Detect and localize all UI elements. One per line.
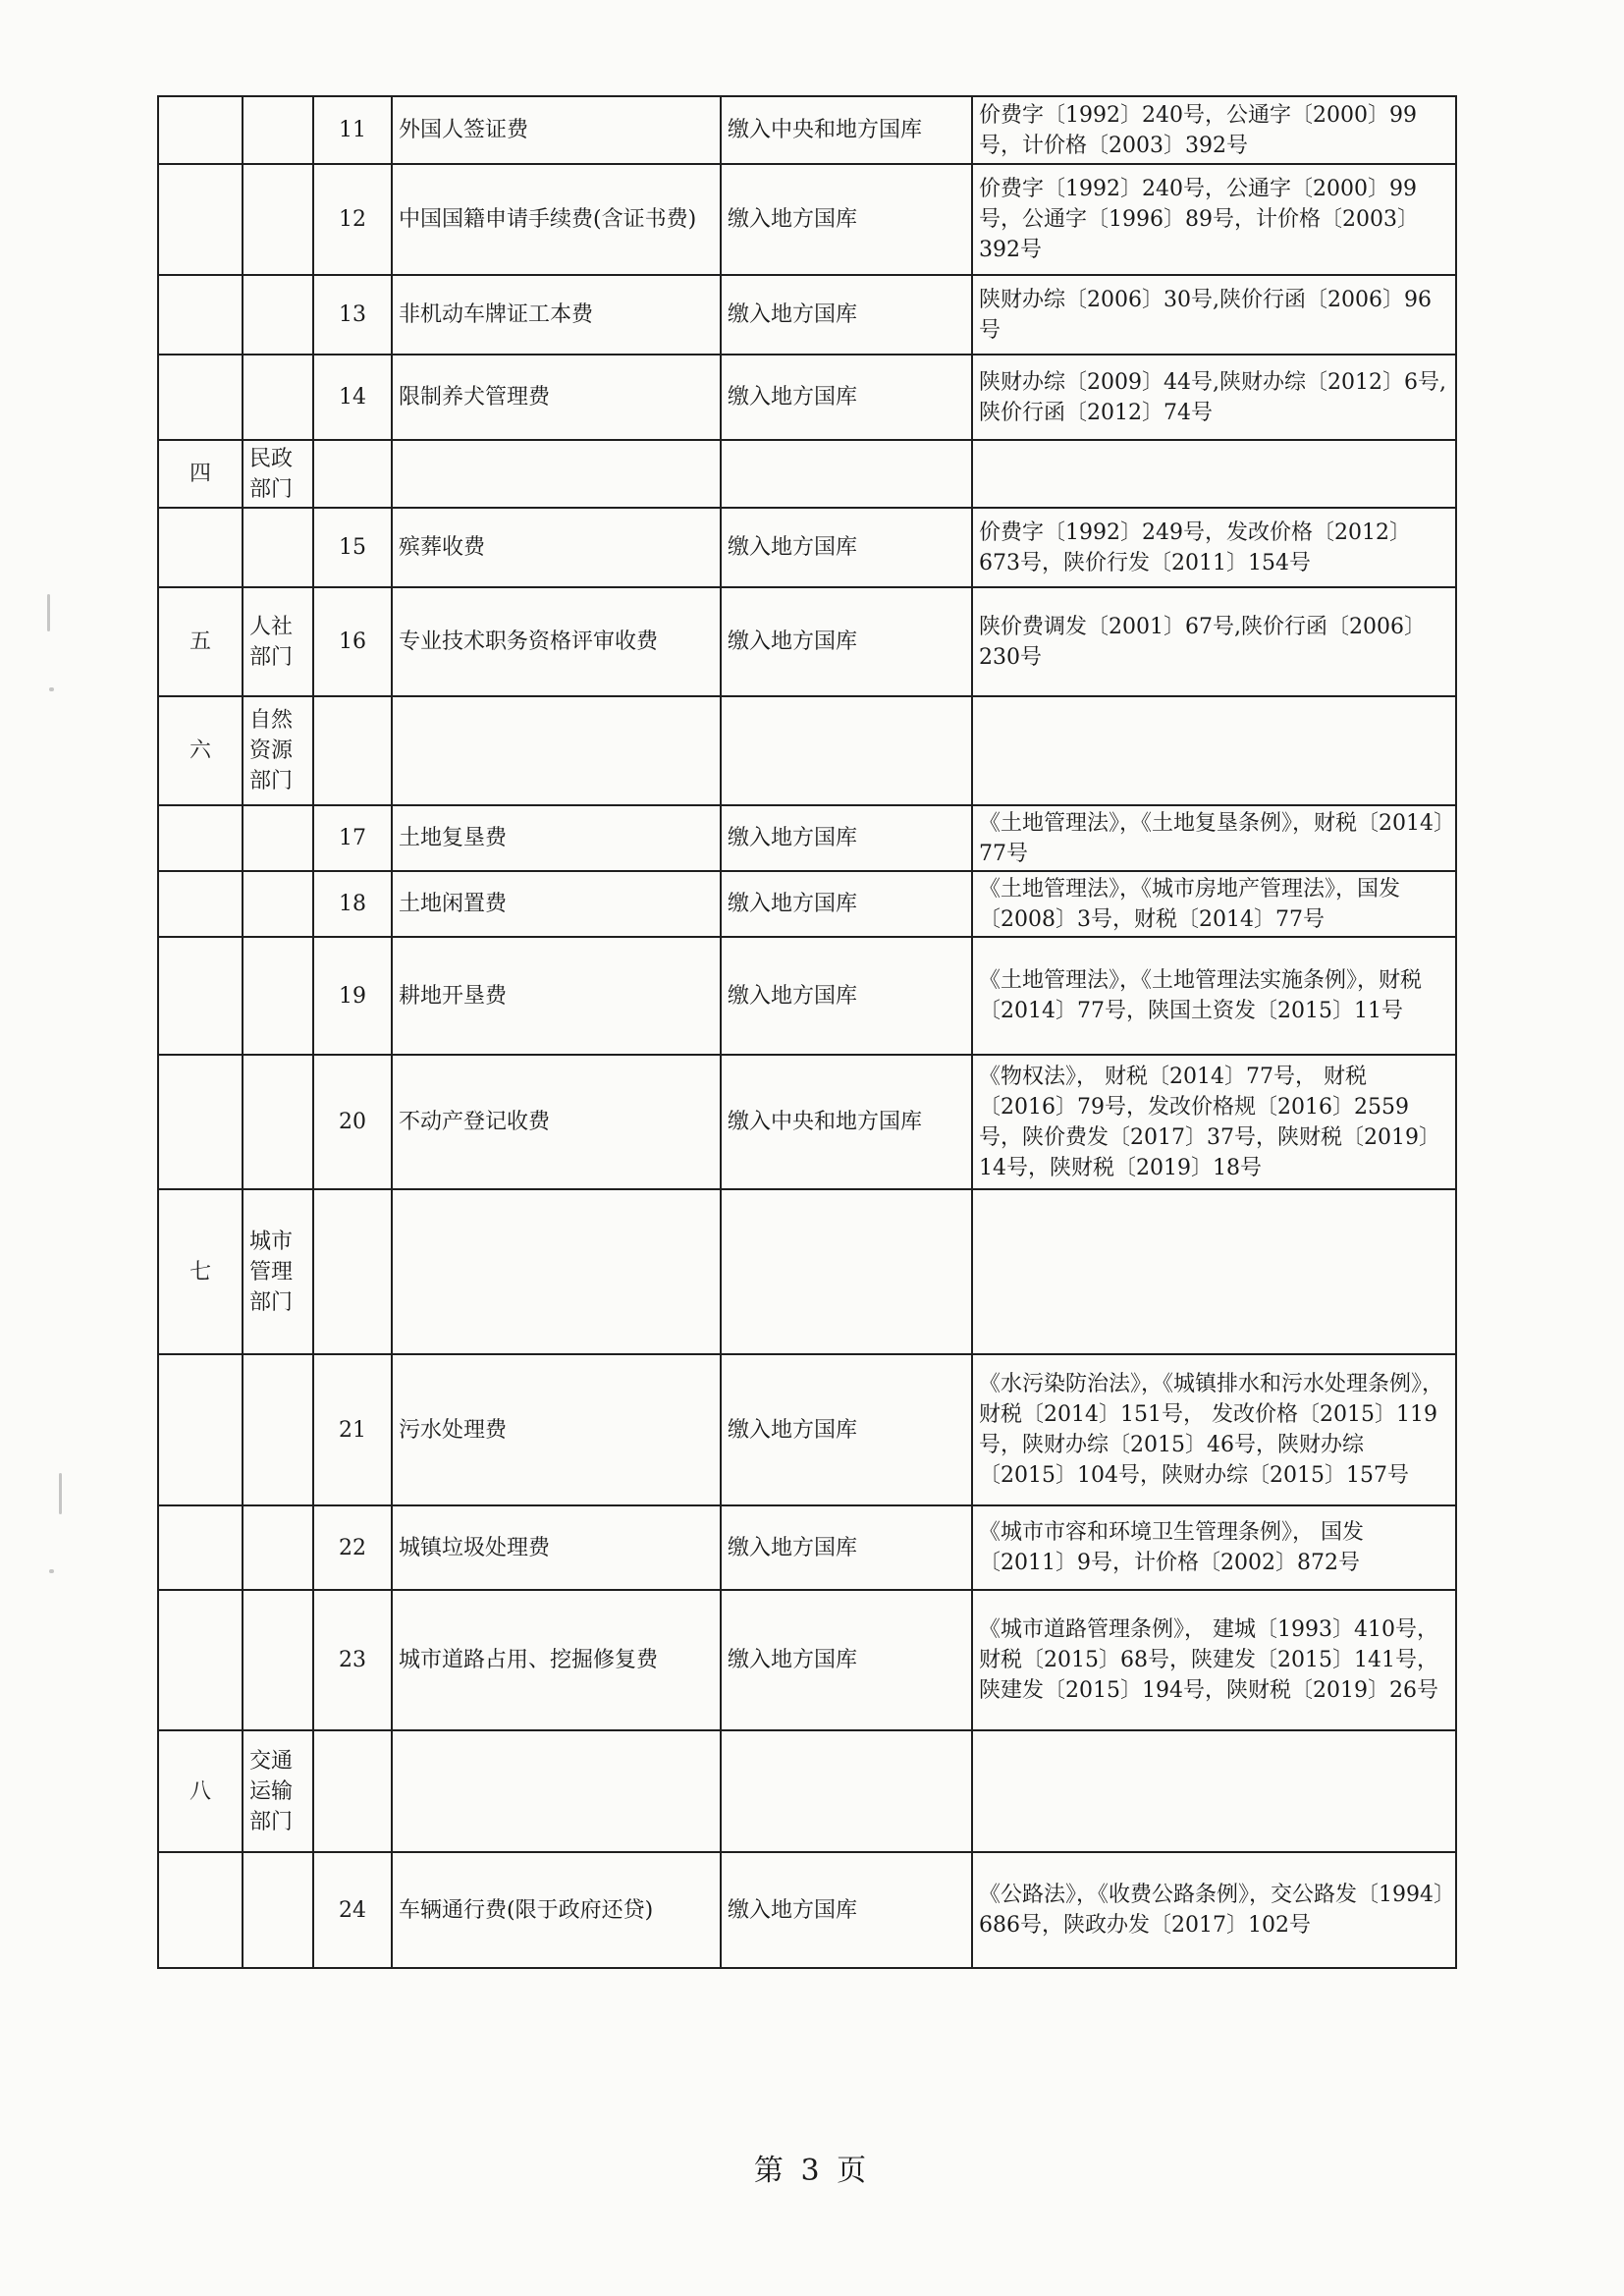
legal-basis-text: 陕价费调发〔2001〕67号,陕价行函〔2006〕230号 xyxy=(979,614,1426,670)
category-cell xyxy=(158,275,243,355)
item-number-cell xyxy=(313,1505,392,1590)
department-text: 民政部门 xyxy=(249,446,294,502)
legal-basis-text: 《水污染防治法》，《城镇排水和污水处理条例》， 财税〔2014〕151号， 发改价格〔2015〕119号，陕财办综〔2015〕46号，陕财办综〔2015〕104号，陕财办综〔2015〕157号 xyxy=(979,1372,1444,1488)
fund-destination-text: 缴入地方国库 xyxy=(728,1535,858,1560)
fund-destination-text: 缴入地方国库 xyxy=(728,1417,858,1443)
department-cell xyxy=(243,1505,313,1590)
table-row xyxy=(158,164,1456,275)
table-row xyxy=(158,275,1456,355)
table-row xyxy=(158,1055,1456,1189)
table-row xyxy=(158,1852,1456,1968)
fund-destination-text: 缴入地方国库 xyxy=(728,207,858,232)
department-cell xyxy=(243,1852,313,1968)
table-row xyxy=(158,1354,1456,1505)
legal-basis-text: 《土地管理法》，《土地管理法实施条例》，财税〔2014〕77号，陕国土资发〔2015〕11号 xyxy=(979,968,1423,1023)
department-cell xyxy=(243,1055,313,1189)
department-text: 城市管理部门 xyxy=(249,1229,294,1315)
table-row xyxy=(158,587,1456,696)
item-number-cell xyxy=(313,805,392,871)
fund-destination-text: 缴入地方国库 xyxy=(728,535,858,560)
category-cell xyxy=(158,1354,243,1505)
legal-basis-cell xyxy=(972,1055,1456,1189)
item-number-text: 15 xyxy=(339,535,366,560)
fund-destination-text: 缴入地方国库 xyxy=(728,1648,858,1672)
item-number-cell xyxy=(313,1730,392,1852)
fund-destination-text: 缴入中央和地方国库 xyxy=(728,118,923,142)
scan-mark xyxy=(47,594,50,631)
department-cell xyxy=(243,1590,313,1730)
item-number-text: 16 xyxy=(339,629,366,654)
fee-name-text: 专业技术职务资格评审收费 xyxy=(399,629,659,654)
fund-destination-cell xyxy=(721,1354,972,1505)
legal-basis-cell xyxy=(972,805,1456,871)
scan-mark xyxy=(49,687,54,691)
item-number-cell xyxy=(313,1852,392,1968)
legal-basis-cell xyxy=(972,1189,1456,1354)
category-cell xyxy=(158,587,243,696)
fee-name-cell xyxy=(392,440,721,508)
category-cell xyxy=(158,871,243,937)
fee-name-cell xyxy=(392,1852,721,1968)
scan-mark xyxy=(49,1569,54,1573)
item-number-text: 14 xyxy=(339,385,366,410)
fund-destination-cell xyxy=(721,1505,972,1590)
category-cell xyxy=(158,1730,243,1852)
fund-destination-cell xyxy=(721,440,972,508)
item-number-text: 11 xyxy=(339,118,366,142)
fund-destination-cell xyxy=(721,96,972,164)
fund-destination-text: 缴入地方国库 xyxy=(728,826,858,850)
fee-name-text: 不动产登记收费 xyxy=(399,1110,551,1134)
fee-name-cell xyxy=(392,1590,721,1730)
fee-name-cell xyxy=(392,275,721,355)
item-number-text: 12 xyxy=(339,207,366,232)
category-cell xyxy=(158,805,243,871)
table-row xyxy=(158,96,1456,164)
legal-basis-text: 《土地管理法》，《土地复垦条例》，财税〔2014〕77号 xyxy=(979,810,1444,866)
legal-basis-text: 《公路法》，《收费公路条例》，交公路发〔1994〕686号，陕政办发〔2017〕102号 xyxy=(979,1883,1444,1938)
item-number-text: 24 xyxy=(339,1897,366,1923)
item-number-cell xyxy=(313,1189,392,1354)
fee-name-cell xyxy=(392,805,721,871)
category-cell xyxy=(158,355,243,440)
legal-basis-cell xyxy=(972,275,1456,355)
fund-destination-cell xyxy=(721,164,972,275)
fund-destination-cell xyxy=(721,1730,972,1852)
fee-name-text: 中国国籍申请手续费(含证书费) xyxy=(399,207,697,232)
fee-name-text: 土地闲置费 xyxy=(399,892,508,916)
fee-name-cell xyxy=(392,96,721,164)
legal-basis-text: 价费字〔1992〕240号，公通字〔2000〕99号，公通字〔1996〕89号，计价格〔2003〕392号 xyxy=(979,177,1419,262)
item-number-cell xyxy=(313,1055,392,1189)
table-row xyxy=(158,696,1456,805)
category-cell xyxy=(158,1055,243,1189)
item-number-cell xyxy=(313,164,392,275)
item-number-cell xyxy=(313,696,392,805)
item-number-text: 19 xyxy=(339,983,366,1009)
department-cell xyxy=(243,937,313,1055)
fee-name-text: 耕地开垦费 xyxy=(399,983,508,1009)
category-text: 八 xyxy=(189,1778,211,1804)
department-text: 人社部门 xyxy=(249,614,294,670)
legal-basis-cell xyxy=(972,508,1456,587)
table-row xyxy=(158,937,1456,1055)
table-row xyxy=(158,871,1456,937)
department-text: 交通运输部门 xyxy=(249,1748,294,1834)
table-row xyxy=(158,805,1456,871)
item-number-cell xyxy=(313,1590,392,1730)
fee-name-text: 土地复垦费 xyxy=(399,826,508,850)
fee-name-text: 殡葬收费 xyxy=(399,535,486,560)
fund-destination-text: 缴入地方国库 xyxy=(728,1897,858,1923)
fund-destination-text: 缴入地方国库 xyxy=(728,385,858,410)
item-number-cell xyxy=(313,508,392,587)
scan-mark xyxy=(59,1473,62,1514)
legal-basis-text: 价费字〔1992〕249号，发改价格〔2012〕673号，陕价行发〔2011〕154号 xyxy=(979,519,1411,575)
fee-name-text: 车辆通行费(限于政府还贷) xyxy=(399,1897,654,1923)
fund-destination-cell xyxy=(721,1590,972,1730)
item-number-text: 23 xyxy=(339,1648,366,1672)
fund-destination-cell xyxy=(721,1189,972,1354)
legal-basis-cell xyxy=(972,1354,1456,1505)
department-cell xyxy=(243,696,313,805)
fund-destination-text: 缴入地方国库 xyxy=(728,983,858,1009)
category-cell xyxy=(158,1505,243,1590)
fee-name-cell xyxy=(392,164,721,275)
category-text: 四 xyxy=(189,462,211,486)
category-cell xyxy=(158,1189,243,1354)
fee-name-cell xyxy=(392,937,721,1055)
department-cell xyxy=(243,805,313,871)
legal-basis-cell xyxy=(972,96,1456,164)
fund-destination-cell xyxy=(721,1055,972,1189)
item-number-text: 17 xyxy=(339,826,366,850)
department-cell xyxy=(243,508,313,587)
department-cell xyxy=(243,164,313,275)
legal-basis-text: 价费字〔1992〕240号，公通字〔2000〕99号，计价格〔2003〕392号 xyxy=(979,102,1417,158)
fund-destination-cell xyxy=(721,696,972,805)
department-cell xyxy=(243,1189,313,1354)
department-cell xyxy=(243,1354,313,1505)
fee-name-text: 城市道路占用、挖掘修复费 xyxy=(399,1648,659,1672)
fee-name-cell xyxy=(392,696,721,805)
category-cell xyxy=(158,1590,243,1730)
fee-name-cell xyxy=(392,587,721,696)
item-number-cell xyxy=(313,96,392,164)
item-number-cell xyxy=(313,355,392,440)
category-text: 六 xyxy=(189,738,211,763)
fee-name-cell xyxy=(392,1730,721,1852)
item-number-cell xyxy=(313,275,392,355)
fund-destination-text: 缴入中央和地方国库 xyxy=(728,1110,923,1134)
department-cell xyxy=(243,440,313,508)
department-cell xyxy=(243,871,313,937)
department-cell xyxy=(243,587,313,696)
fee-name-cell xyxy=(392,1055,721,1189)
fund-destination-cell xyxy=(721,805,972,871)
item-number-text: 18 xyxy=(339,892,366,916)
fee-name-cell xyxy=(392,1505,721,1590)
fee-name-cell xyxy=(392,355,721,440)
legal-basis-cell xyxy=(972,1852,1456,1968)
item-number-text: 21 xyxy=(339,1417,366,1443)
legal-basis-cell xyxy=(972,164,1456,275)
fund-destination-cell xyxy=(721,1852,972,1968)
item-number-text: 13 xyxy=(339,302,366,327)
table-row xyxy=(158,1505,1456,1590)
fee-table-body xyxy=(158,96,1456,1968)
fund-destination-cell xyxy=(721,275,972,355)
category-cell xyxy=(158,508,243,587)
fee-name-cell xyxy=(392,508,721,587)
table-row xyxy=(158,508,1456,587)
legal-basis-cell xyxy=(972,696,1456,805)
legal-basis-text: 陕财办综〔2006〕30号,陕价行函〔2006〕96号 xyxy=(979,287,1432,343)
table-row xyxy=(158,1730,1456,1852)
legal-basis-text: 《城市市容和环境卫生管理条例》， 国发〔2011〕9号，计价格〔2002〕872号 xyxy=(979,1520,1364,1575)
legal-basis-text: 《物权法》， 财税〔2014〕77号， 财税〔2016〕79号，发改价格规〔2016〕2559号，陕价费发〔2017〕37号，陕财税〔2019〕14号，陕财税〔2019〕18号 xyxy=(979,1064,1440,1180)
department-text: 自然资源部门 xyxy=(249,708,294,793)
fee-name-text: 污水处理费 xyxy=(399,1417,508,1443)
legal-basis-text: 《城市道路管理条例》， 建城〔1993〕410号，财税〔2015〕68号，陕建发〔2015〕141号，陕建发〔2015〕194号，陕财税〔2019〕26号 xyxy=(979,1617,1438,1703)
fee-name-cell xyxy=(392,1189,721,1354)
legal-basis-cell xyxy=(972,871,1456,937)
fee-name-text: 城镇垃圾处理费 xyxy=(399,1535,551,1560)
item-number-cell xyxy=(313,1354,392,1505)
item-number-cell xyxy=(313,440,392,508)
department-cell xyxy=(243,96,313,164)
legal-basis-cell xyxy=(972,1505,1456,1590)
category-cell xyxy=(158,1852,243,1968)
department-cell xyxy=(243,355,313,440)
fund-destination-cell xyxy=(721,508,972,587)
fund-destination-cell xyxy=(721,587,972,696)
department-cell xyxy=(243,275,313,355)
category-cell xyxy=(158,164,243,275)
category-cell xyxy=(158,696,243,805)
fee-name-text: 限制养犬管理费 xyxy=(399,385,551,410)
fund-destination-text: 缴入地方国库 xyxy=(728,629,858,654)
fee-name-text: 外国人签证费 xyxy=(399,118,529,142)
legal-basis-cell xyxy=(972,937,1456,1055)
table-row xyxy=(158,1590,1456,1730)
item-number-text: 22 xyxy=(339,1535,366,1560)
table-row xyxy=(158,355,1456,440)
legal-basis-text: 陕财办综〔2009〕44号,陕财办综〔2012〕6号,陕价行函〔2012〕74号 xyxy=(979,369,1446,425)
item-number-cell xyxy=(313,587,392,696)
fee-name-text: 非机动车牌证工本费 xyxy=(399,302,594,327)
page-number: 第 3 页 xyxy=(753,2154,871,2188)
category-cell xyxy=(158,96,243,164)
table-row xyxy=(158,440,1456,508)
category-cell xyxy=(158,937,243,1055)
item-number-text: 20 xyxy=(339,1110,366,1134)
department-cell xyxy=(243,1730,313,1852)
fee-table xyxy=(157,95,1457,1969)
category-cell xyxy=(158,440,243,508)
legal-basis-cell xyxy=(972,440,1456,508)
category-text: 五 xyxy=(189,629,211,654)
fund-destination-cell xyxy=(721,355,972,440)
legal-basis-cell xyxy=(972,355,1456,440)
fund-destination-text: 缴入地方国库 xyxy=(728,892,858,916)
legal-basis-cell xyxy=(972,587,1456,696)
fee-name-cell xyxy=(392,1354,721,1505)
fee-name-cell xyxy=(392,871,721,937)
item-number-cell xyxy=(313,937,392,1055)
legal-basis-cell xyxy=(972,1730,1456,1852)
legal-basis-text: 《土地管理法》，《城市房地产管理法》，国发〔2008〕3号，财税〔2014〕77号 xyxy=(979,876,1401,932)
fund-destination-text: 缴入地方国库 xyxy=(728,302,858,327)
fund-destination-cell xyxy=(721,937,972,1055)
item-number-cell xyxy=(313,871,392,937)
table-row xyxy=(158,1189,1456,1354)
category-text: 七 xyxy=(189,1259,211,1285)
fund-destination-cell xyxy=(721,871,972,937)
legal-basis-cell xyxy=(972,1590,1456,1730)
